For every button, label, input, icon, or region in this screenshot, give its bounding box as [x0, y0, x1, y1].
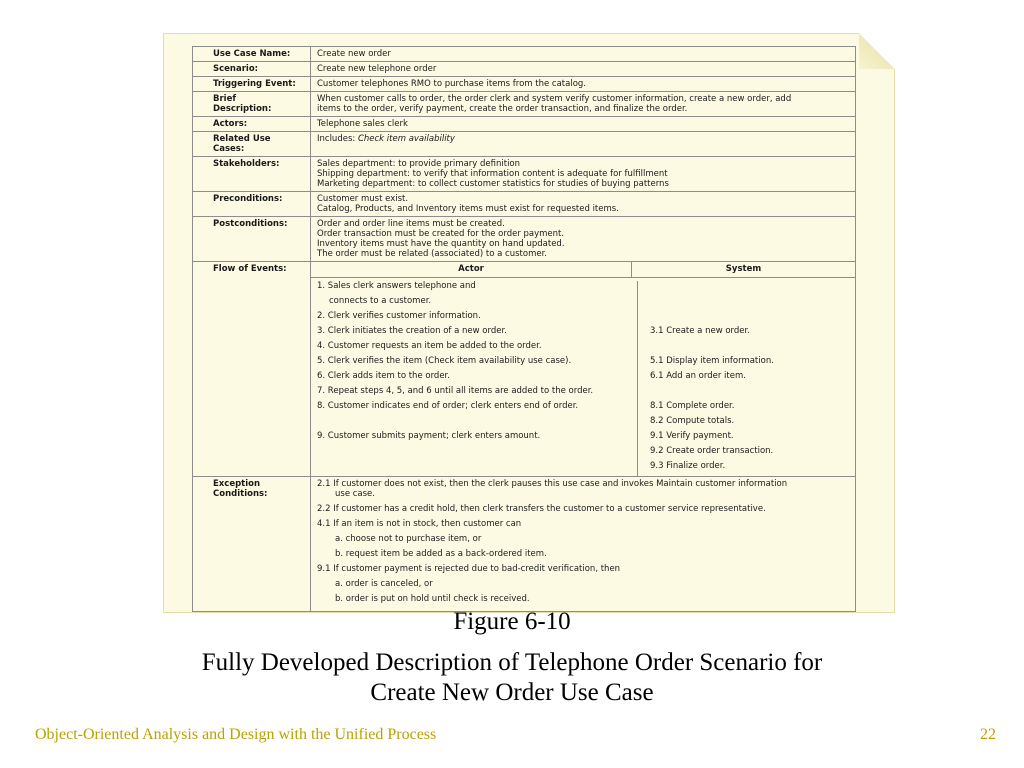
flow-actor-step [311, 461, 638, 476]
flow-system-step: 9.2 Create order transaction. [650, 446, 774, 456]
row-preconditions [193, 192, 856, 217]
value-exception-conditions [311, 477, 856, 612]
flow-actor-step [311, 446, 638, 461]
flow-system-step [638, 386, 856, 401]
row-stakeholders [193, 157, 856, 192]
value-triggering-event: Customer telephones RMO to purchase items from the catalog. [311, 77, 856, 92]
exception-item: 4.1 If an item is not in stock, then customer can [317, 519, 522, 529]
row-postconditions [193, 217, 856, 262]
row-use-case-name [193, 47, 856, 62]
flow-event-row [311, 386, 855, 401]
label-related-use-cases: Related Use Cases: [193, 132, 311, 157]
value-actors: Telephone sales clerk [311, 117, 856, 132]
flow-system-step: 9.3 Finalize order. [650, 461, 726, 471]
exception-item: b. order is put on hold until check is received. [335, 594, 530, 604]
label-use-case-name: Use Case Name: [193, 47, 311, 62]
flow-actor-step: 5. Clerk verifies the item (Check item availability use case). [311, 356, 638, 371]
exception-item: a. order is canceled, or [335, 579, 433, 589]
row-scenario [193, 62, 856, 77]
flow-event-row [311, 281, 855, 296]
flow-system-step [638, 281, 856, 296]
flow-actor-step: 9. Customer submits payment; clerk enters amount. [311, 431, 638, 446]
flow-event-row [311, 431, 855, 446]
row-brief-description [193, 92, 856, 117]
flow-actor-step: 2. Clerk verifies customer information. [311, 311, 638, 326]
use-case-table [192, 46, 856, 612]
row-exception-conditions [193, 477, 856, 612]
flow-system-step [638, 311, 856, 326]
footer-page-number: 22 [980, 726, 996, 743]
exception-item: use case. [335, 489, 375, 499]
flow-events-list [311, 281, 855, 476]
value-brief-description: When customer calls to order, the order clerk and system verify customer information, create a new order, add items to the order, verify payment, create the order transaction, and finalize the order. [311, 92, 856, 117]
flow-actor-step: 8. Customer indicates end of order; clerk enters end of order. [311, 401, 638, 416]
label-stakeholders: Stakeholders: [193, 157, 311, 192]
flow-system-step: 6.1 Add an order item. [650, 371, 746, 381]
label-triggering-event: Triggering Event: [193, 77, 311, 92]
figure-title: Fully Developed Description of Telephone Order Scenario for Create New Order Use Case [201, 649, 823, 706]
label-preconditions: Preconditions: [193, 192, 311, 217]
figure-label: Figure 6-10 [453, 608, 571, 635]
page-curl-corner [859, 33, 895, 69]
flow-actor-step: 4. Customer requests an item be added to the order. [311, 341, 638, 356]
exception-item: 2.1 If customer does not exist, then the clerk pauses this use case and invokes Maintain customer information [317, 479, 788, 489]
flow-system-step: 9.1 Verify payment. [650, 431, 734, 441]
row-actors [193, 117, 856, 132]
flow-event-row [311, 341, 855, 356]
row-triggering-event [193, 77, 856, 92]
exception-item: 2.2 If customer has a credit hold, then clerk transfers the customer to a customer service representative. [317, 504, 766, 514]
value-preconditions: Customer must exist. Catalog, Products, and Inventory items must exist for requested items. [311, 192, 856, 217]
flow-event-row [311, 446, 855, 461]
label-postconditions: Postconditions: [193, 217, 311, 262]
flow-event-row [311, 371, 855, 386]
flow-system-step [638, 296, 856, 311]
row-flow-header [193, 262, 856, 278]
flow-actor-step: connects to a customer. [311, 296, 638, 311]
flow-event-row [311, 401, 855, 416]
flow-system-step: 3.1 Create a new order. [650, 326, 750, 336]
flow-event-row [311, 356, 855, 371]
flow-system-step: 8.1 Complete order. [650, 401, 735, 411]
label-exception-conditions: Exception Conditions: [193, 477, 311, 612]
flow-system-step: 5.1 Display item information. [650, 356, 774, 366]
flow-actor-step: 3. Clerk initiates the creation of a new order. [311, 326, 638, 341]
flow-actor-header: Actor [311, 262, 632, 277]
footer-course-title: Object-Oriented Analysis and Design with the Unified Process [35, 726, 437, 743]
value-stakeholders: Sales department: to provide primary definition Shipping department: to verify that information content is adequate for fulfillment Marketing department: to collect customer statistics for studies of buying patterns [311, 157, 856, 192]
value-scenario: Create new telephone order [311, 62, 856, 77]
exception-item: 9.1 If customer payment is rejected due to bad-credit verification, then [317, 564, 621, 574]
flow-event-row [311, 461, 855, 476]
exception-item: b. request item be added as a back-ordered item. [335, 549, 547, 559]
flow-actor-step: 6. Clerk adds item to the order. [311, 371, 638, 386]
label-actors: Actors: [193, 117, 311, 132]
value-related-use-cases: Includes: Check item availability [311, 132, 856, 157]
flow-event-row [311, 416, 855, 431]
figure-card [163, 33, 895, 613]
flow-event-row [311, 326, 855, 341]
flow-actor-step [311, 416, 638, 431]
exception-item: a. choose not to purchase item, or [335, 534, 482, 544]
value-use-case-name: Create new order [311, 47, 856, 62]
flow-event-row [311, 311, 855, 326]
flow-actor-step: 1. Sales clerk answers telephone and [311, 281, 638, 296]
label-flow-of-events: Flow of Events: [193, 262, 311, 477]
flow-event-row [311, 296, 855, 311]
flow-actor-step: 7. Repeat steps 4, 5, and 6 until all items are added to the order. [311, 386, 638, 401]
label-brief-description: Brief Description: [193, 92, 311, 117]
flow-system-header: System [725, 264, 762, 274]
label-scenario: Scenario: [193, 62, 311, 77]
flow-system-step [638, 341, 856, 356]
flow-system-step: 8.2 Compute totals. [650, 416, 735, 426]
value-postconditions: Order and order line items must be created. Order transaction must be created for the order payment. Inventory items must have the quantity on hand updated. The order must be related (associated) to a customer. [311, 217, 856, 262]
row-related-use-cases [193, 132, 856, 157]
